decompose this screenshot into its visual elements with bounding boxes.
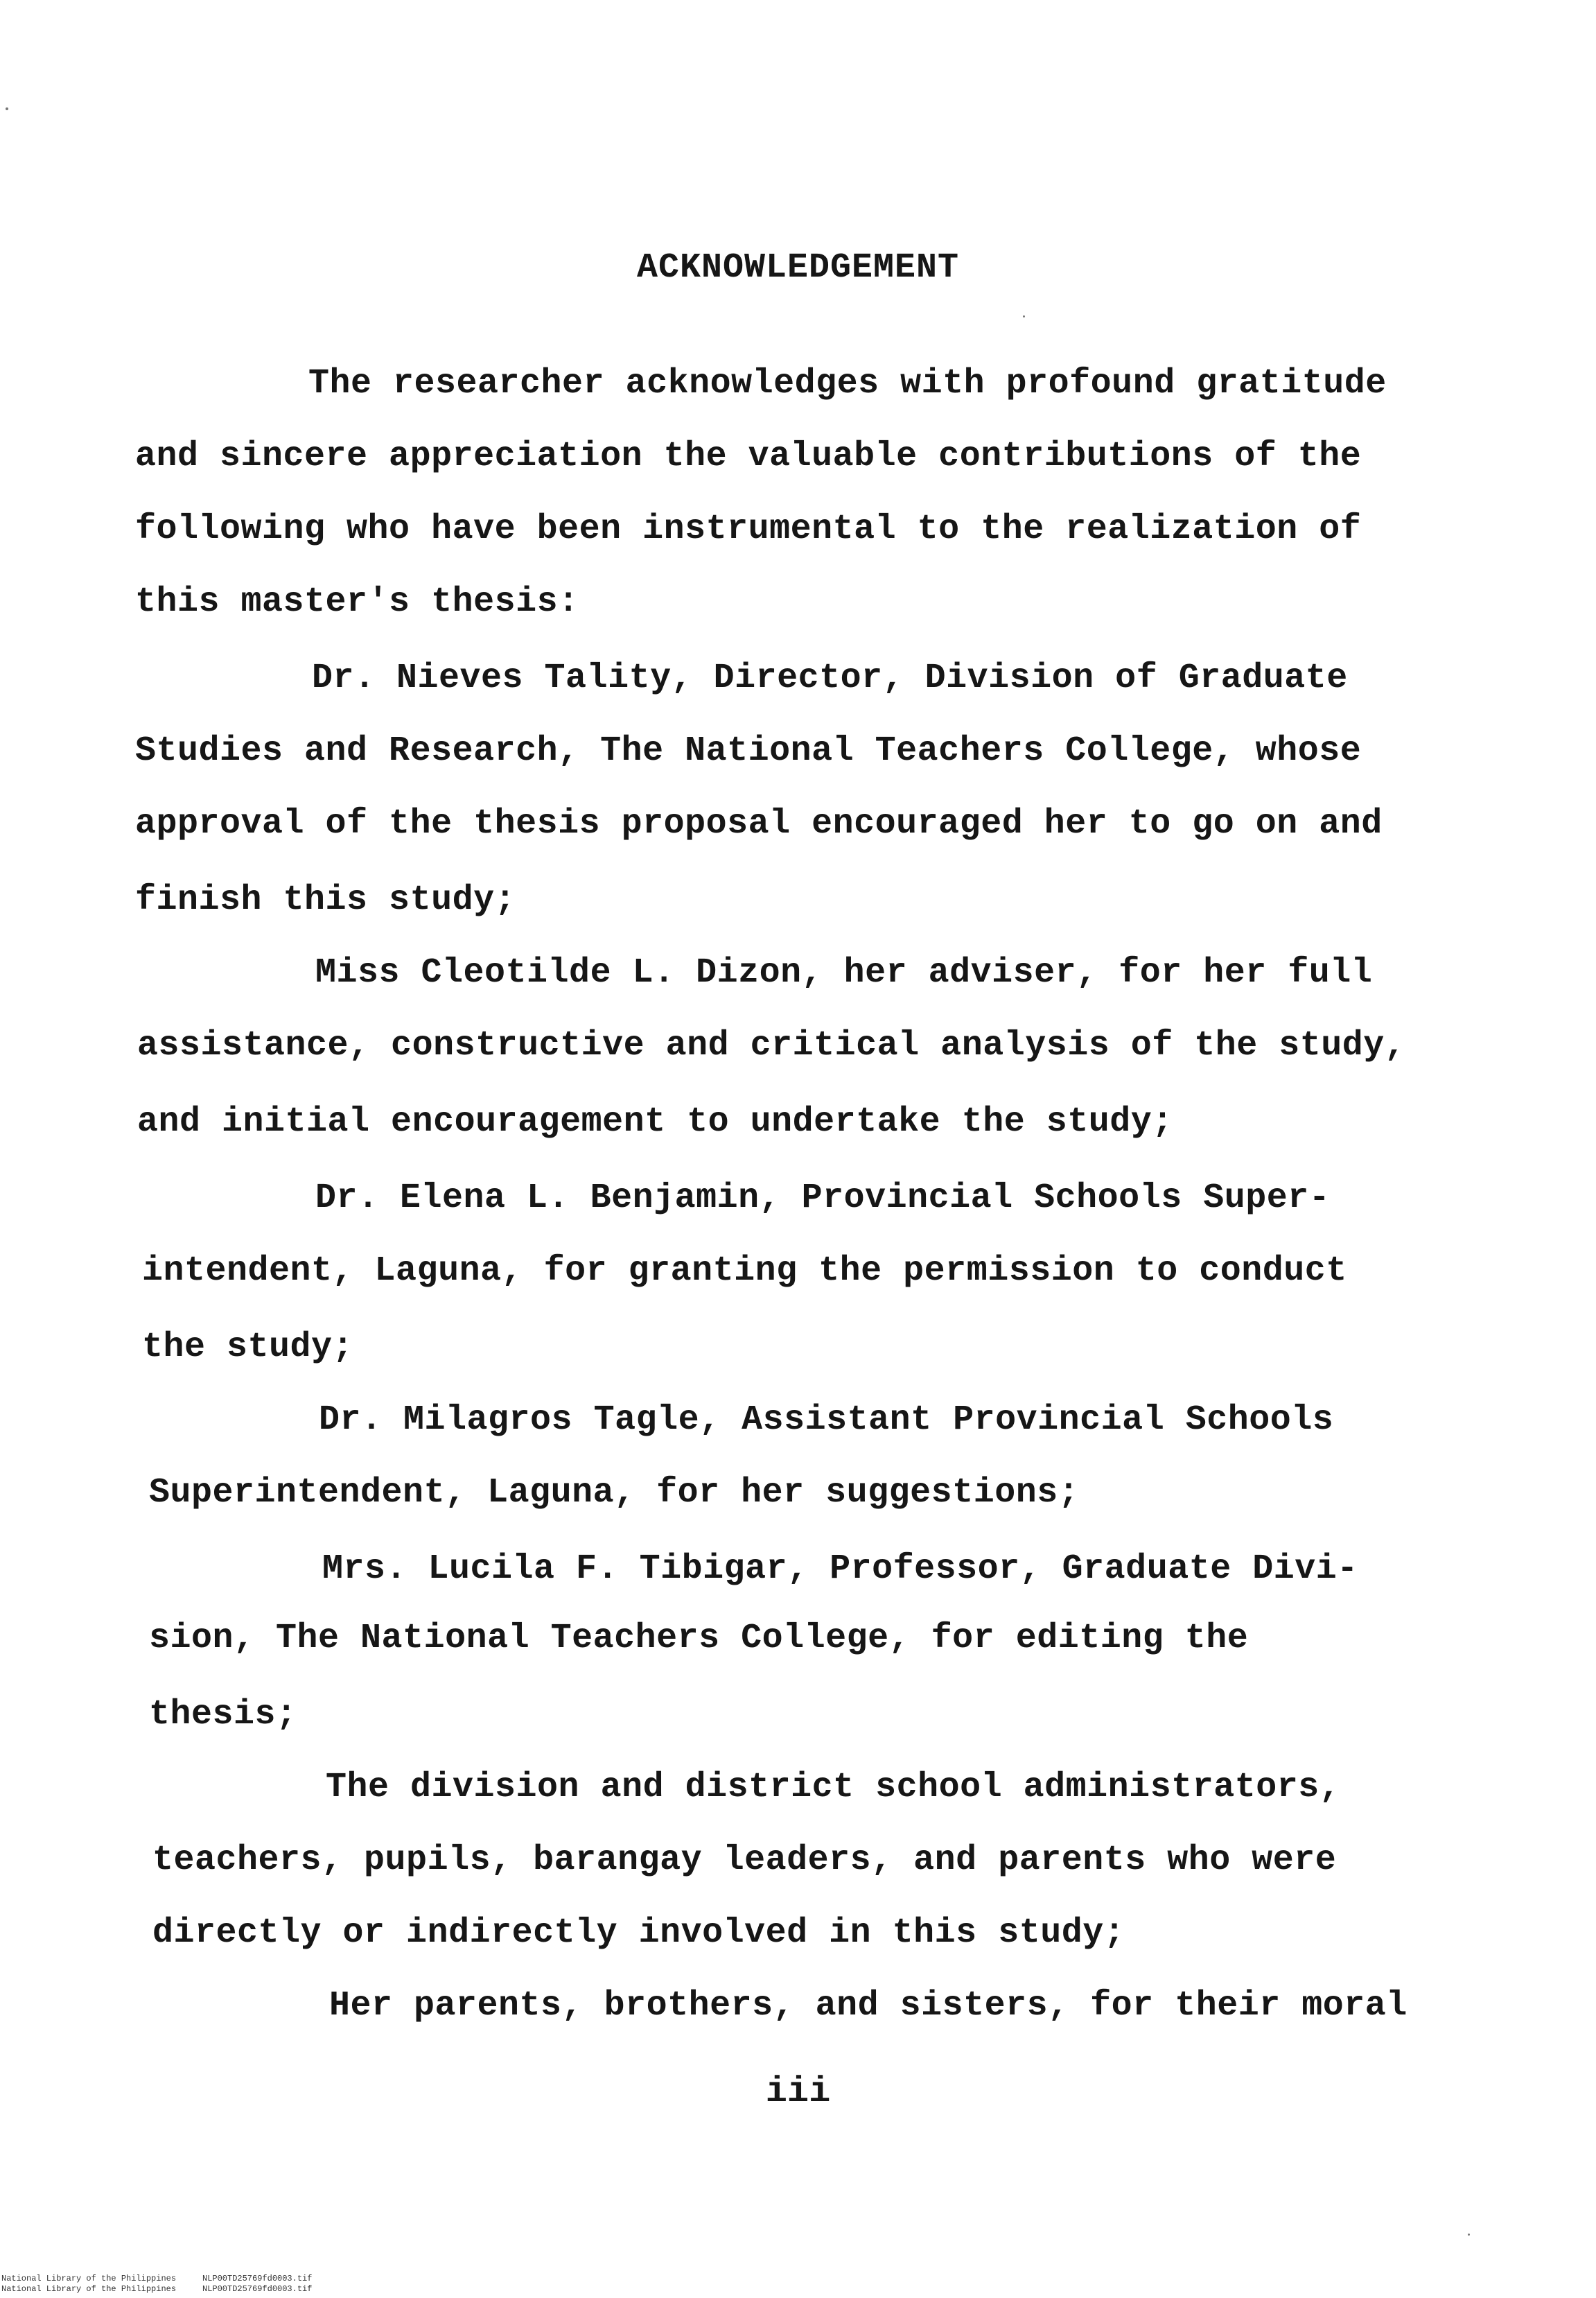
text-line: Miss Cleotilde L. Dizon, her adviser, for her full [315, 953, 1373, 993]
page-title: ACKNOWLEDGEMENT [636, 248, 960, 288]
text-line: approval of the thesis proposal encouraged her to go on and [135, 804, 1383, 844]
text-line: teachers, pupils, barangay leaders, and parents who were [152, 1840, 1337, 1880]
text-line: directly or indirectly involved in this study; [152, 1913, 1125, 1953]
scan-speck [1468, 2234, 1470, 2236]
text-line: Superintendent, Laguna, for her suggestions; [149, 1473, 1080, 1513]
text-line: assistance, constructive and critical analysis of the study, [137, 1026, 1406, 1065]
text-line: Mrs. Lucila F. Tibigar, Professor, Graduate Divi- [322, 1549, 1358, 1589]
footer-library: National Library of the Philippines [1, 2284, 177, 2294]
text-line: following who have been instrumental to the realization of [135, 510, 1362, 549]
text-line: The researcher acknowledges with profound gratitude [308, 364, 1387, 403]
text-line: Dr. Milagros Tagle, Assistant Provincial Schools [319, 1400, 1334, 1440]
text-line: Dr. Elena L. Benjamin, Provincial Schools Super- [315, 1178, 1331, 1218]
text-line: Studies and Research, The National Teachers College, whose [135, 731, 1362, 771]
footer-file: NLP00TD25769fd0003.tif [202, 2274, 313, 2283]
text-line: finish this study; [135, 880, 516, 920]
footer-library: National Library of the Philippines [1, 2274, 177, 2283]
text-line: and sincere appreciation the valuable contributions of the [135, 437, 1362, 476]
footer-file: NLP00TD25769fd0003.tif [202, 2284, 313, 2294]
text-line: Her parents, brothers, and sisters, for their moral [329, 1986, 1408, 2026]
text-line: sion, The National Teachers College, for editing the [149, 1619, 1249, 1658]
text-line: the study; [142, 1328, 354, 1367]
text-line: The division and district school administrators, [326, 1768, 1341, 1807]
text-line: Dr. Nieves Tality, Director, Division of Graduate [312, 659, 1348, 698]
page-number: iii [765, 2071, 831, 2112]
scan-footer-line-1 [1, 2274, 312, 2283]
scan-footer-line-2 [1, 2284, 312, 2294]
text-line: this master's thesis: [135, 582, 579, 622]
text-line: thesis; [149, 1695, 297, 1734]
scan-speck [1023, 315, 1025, 317]
scan-speck [6, 107, 8, 110]
text-line: and initial encouragement to undertake the study; [137, 1102, 1173, 1142]
text-line: intendent, Laguna, for granting the permission to conduct [142, 1251, 1347, 1291]
